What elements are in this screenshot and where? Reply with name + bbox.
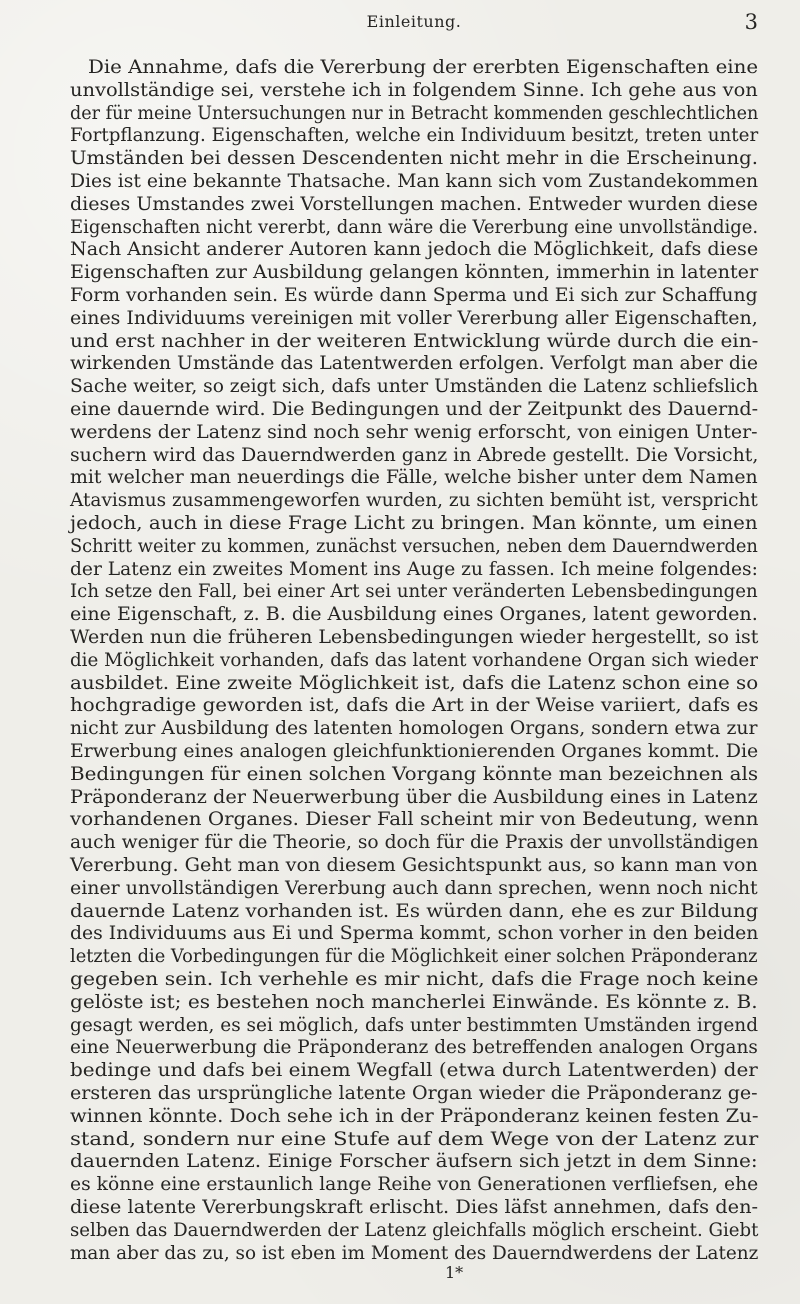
text-line: Sache weiter, so zeigt sich, dafs unter Umständen die Latenz schliefslich <box>70 375 759 398</box>
text-line: Bedingungen für einen solchen Vorgang könnte man bezeichnen als <box>70 762 759 785</box>
signature-mark: 1* <box>445 1263 464 1282</box>
page-number: 3 <box>744 10 758 34</box>
text-line: vorhandenen Organes. Dieser Fall scheint mir von Bedeutung, wenn <box>70 808 759 831</box>
text-line: mit welcher man neuerdings die Fälle, welche bisher unter dem Namen <box>70 466 758 489</box>
text-line: selben das Dauerndwerden der Latenz gleichfalls möglich erscheint. Giebt <box>70 1218 759 1241</box>
text-line: man aber das zu, so ist eben im Moment des Dauerndwerdens der Latenz <box>70 1241 759 1264</box>
text-line: stand, sondern nur eine Stufe auf dem Wege von der Latenz zur <box>70 1127 759 1150</box>
text-line: auch weniger für die Theorie, so doch für die Praxis der unvollständigen <box>70 831 759 854</box>
text-line: Atavismus zusammengeworfen wurden, zu sichten bemüht ist, verspricht <box>70 489 758 512</box>
text-line: des Individuums aus Ei und Sperma kommt, schon vorher in den beiden <box>70 922 759 945</box>
text-line: Werden nun die früheren Lebensbedingungen wieder hergestellt, so ist <box>70 626 759 648</box>
text-line: dauernden Latenz. Einige Forscher äufsern sich jetzt in dem Sinne: <box>70 1150 758 1173</box>
text-line: ausbildet. Eine zweite Möglichkeit ist, dafs die Latenz schon eine so <box>70 671 759 694</box>
text-line: die Möglichkeit vorhanden, dafs das latent vorhandene Organ sich wieder <box>70 648 758 671</box>
text-line: Vererbung. Geht man von diesem Gesichtspunkt aus, so kann man von <box>70 854 758 876</box>
text-line: letzten die Vorbedingungen für die Möglichkeit einer solchen Präponderanz <box>70 945 758 968</box>
text-line: diese latente Vererbungskraft erlischt. Dies läfst annehmen, dafs den- <box>70 1196 759 1218</box>
text-line: Nach Ansicht anderer Autoren kann jedoch die Möglichkeit, dafs diese <box>70 238 759 261</box>
running-head: Einleitung. <box>366 12 462 31</box>
page-header <box>70 8 758 36</box>
text-line: unvollständige sei, verstehe ich in folgendem Sinne. Ich gehe aus von <box>70 78 758 101</box>
text-line: dauernde Latenz vorhanden ist. Es würden dann, ehe es zur Bildung <box>70 899 759 922</box>
text-line: gegeben sein. Ich verhehle es mir nicht, dafs die Frage noch keine <box>70 968 759 990</box>
text-line: Schritt weiter zu kommen, zunächst versuchen, neben dem Dauerndwerden <box>70 534 758 557</box>
text-line: gesagt werden, es sei möglich, dafs unter bestimmten Umständen irgend <box>70 1013 759 1036</box>
text-line: werdens der Latenz sind noch sehr wenig erforscht, von einigen Unter- <box>70 420 758 443</box>
text-line: suchern wird das Dauerndwerden ganz in Abrede gestellt. Die Vorsicht, <box>70 443 759 466</box>
text-line: ersteren das ursprüngliche latente Organ wieder die Präponderanz ge- <box>70 1082 758 1104</box>
text-line: und erst nachher in der weiteren Entwicklung würde durch die ein- <box>70 329 759 352</box>
text-line: der für meine Untersuchungen nur in Betracht kommenden geschlechtlichen <box>70 101 759 124</box>
body-text <box>70 56 758 1266</box>
text-line: winnen könnte. Doch sehe ich in der Präponderanz keinen festen Zu- <box>70 1104 759 1127</box>
text-line: eine dauernde wird. Die Bedingungen und der Zeitpunkt des Dauernd- <box>70 398 759 420</box>
text-line: eine Neuerwerbung die Präponderanz des betreffenden analogen Organs <box>70 1036 758 1059</box>
text-line: Eigenschaften zur Ausbildung gelangen könnten, immerhin in latenter <box>70 261 759 284</box>
text-line: Präponderanz der Neuerwerbung über die Ausbildung eines in Latenz <box>70 785 758 808</box>
text-line: wirkenden Umstände das Latentwerden erfolgen. Verfolgt man aber die <box>70 352 759 375</box>
text-line: jedoch, auch in diese Frage Licht zu bringen. Man könnte, um einen <box>70 512 758 534</box>
text-line: Umständen bei dessen Descendenten nicht mehr in die Erscheinung. <box>70 147 758 170</box>
text-line: Erwerbung eines analogen gleichfunktionierenden Organes kommt. Die <box>70 740 759 762</box>
text-line: Form vorhanden sein. Es würde dann Sperma und Ei sich zur Schaffung <box>70 284 758 306</box>
text-line: es könne eine erstaunlich lange Reihe von Generationen verfliefsen, ehe <box>70 1173 759 1196</box>
text-line: Ich setze den Fall, bei einer Art sei unter veränderten Lebensbedingungen <box>70 580 758 603</box>
text-line: Dies ist eine bekannte Thatsache. Man kann sich vom Zustandekommen <box>70 170 759 192</box>
text-line: eines Individuums vereinigen mit voller Vererbung aller Eigenschaften, <box>70 306 758 329</box>
text-line: gelöste ist; es bestehen noch mancherlei Einwände. Es könnte z. B. <box>70 990 758 1013</box>
text-line: Fortpflanzung. Eigenschaften, welche ein Individuum besitzt, treten unter <box>70 124 759 147</box>
text-line: der Latenz ein zweites Moment ins Auge zu fassen. Ich meine folgendes: <box>70 557 758 580</box>
text-line: Die Annahme, dafs die Vererbung der ererbten Eigenschaften eine <box>88 56 759 78</box>
text-line: bedinge und dafs bei einem Wegfall (etwa durch Latentwerden) der <box>70 1059 758 1082</box>
text-line: eine Eigenschaft, z. B. die Ausbildung eines Organes, latent geworden. <box>70 603 758 626</box>
text-line: dieses Umstandes zwei Vorstellungen machen. Entweder wurden diese <box>70 192 758 215</box>
text-line: einer unvollständigen Vererbung auch dann sprechen, wenn noch nicht <box>70 876 758 899</box>
text-line: nicht zur Ausbildung des latenten homologen Organs, sondern etwa zur <box>70 717 758 740</box>
text-line: hochgradige geworden ist, dafs die Art in der Weise variiert, dafs es <box>70 694 759 717</box>
text-line: Eigenschaften nicht vererbt, dann wäre die Vererbung eine unvollständige. <box>70 215 759 238</box>
